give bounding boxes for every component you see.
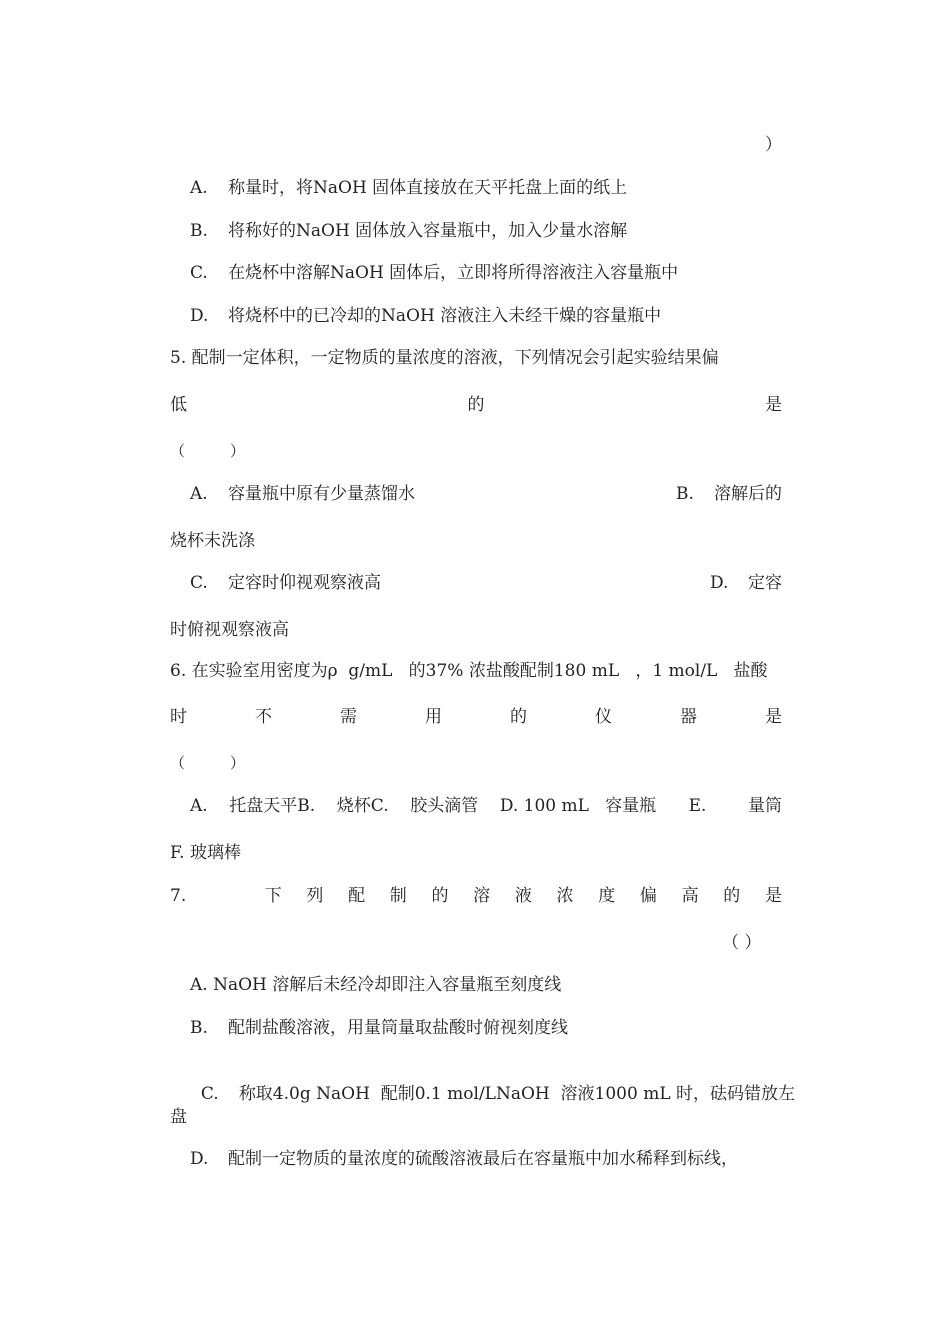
option-label: B. [676,484,694,504]
option-text: 在烧杯中溶解NaOH 固体后，立即将所得溶液注入容量瓶中 [228,263,679,283]
option-label: C. [190,263,208,283]
stem-char: 配 [348,886,366,906]
q7-option-c[interactable] [190,1058,796,1104]
option-label: C. [190,573,208,593]
q4-option-c[interactable] [190,261,782,285]
option-text: 将烧杯中的已冷却的NaOH 溶液注入未经干燥的容量瓶中 [228,306,662,326]
option-label: D. [710,573,729,593]
q5-option-d[interactable] [710,571,782,595]
q6-options-a-to-e[interactable]: A. 托盘天平B. 烧杯C. 胶头滴管 D. 100 mL 容量瓶 E. [190,796,707,816]
option-label: A. [190,484,208,504]
stem-char: 器 [680,707,697,727]
q7-stem [170,884,782,908]
stem-char: 高 [681,886,699,906]
option-text: 配制盐酸溶液，用量筒量取盐酸时俯视刻度线 [228,1018,568,1038]
q5-option-b[interactable] [676,482,782,506]
stem-char: 时 [170,707,187,727]
stem-char: 浓 [556,886,574,906]
q5-stem-line2 [170,393,782,417]
q4-option-a[interactable] [190,176,782,200]
option-text: 称量时，将NaOH 固体直接放在天平托盘上面的纸上 [228,178,628,198]
q6-options-row [190,794,782,818]
q5-option-row-cd [190,571,782,595]
stem-char: 是 [764,886,782,906]
stem-char: 制 [389,886,407,906]
q5-option-c[interactable] [190,571,381,595]
stem-char: 溶 [473,886,491,906]
stem-char: 低 [170,395,187,415]
q6-option-f[interactable]: F. 玻璃棒 [170,843,241,863]
q6-answer-paren: （ ） [170,754,246,772]
option-label: B. [190,1018,208,1038]
q5-option-a[interactable] [190,482,415,506]
stem-char: 是 [765,395,782,415]
stem-char: 的 [510,707,527,727]
q7-option-b[interactable] [190,1016,782,1040]
q6-stem-line1: 6. 在实验室用密度为ρ g/mL 的37% 浓盐酸配制180 mL ，1 mol/L 盐酸 [170,661,768,681]
q5-stem-line1: 5. 配制一定体积，一定物质的量浓度的溶液，下列情况会引起实验结果偏 [170,348,719,368]
q4-option-d[interactable] [190,304,782,328]
stem-char: 用 [425,707,442,727]
stem-char: 偏 [639,886,657,906]
q5-option-b-continued: 烧杯未洗涤 [170,531,255,551]
option-text: 容量瓶中原有少量蒸馏水 [228,484,415,504]
stem-char: 需 [340,707,357,727]
q5-answer-paren: （ ） [170,442,246,460]
q4-closing-paren: ） [765,135,782,155]
stem-char: 度 [598,886,616,906]
q6-option-e-text[interactable]: 量筒 [748,796,782,816]
option-label: A. [190,178,208,198]
stem-char: 下 [264,886,282,906]
q7-option-d[interactable] [190,1147,782,1171]
option-text: 将称好的NaOH 固体放入容量瓶中，加入少量水溶解 [228,221,628,241]
q7-option-a[interactable]: A. NaOH 溶解后未经冷却即注入容量瓶至刻度线 [190,975,562,995]
option-text: 配制一定物质的量浓度的硫酸溶液最后在容量瓶中加水稀释到标线， [228,1149,738,1169]
q7-answer-paren: （ ） [722,933,762,953]
question-number: 7. [170,886,187,906]
stem-char: 仪 [595,707,612,727]
stem-char: 液 [514,886,532,906]
q4-option-b[interactable] [190,219,782,243]
option-text: 定容 [748,573,782,593]
stem-char: 的 [723,886,741,906]
option-label: C. [200,1084,219,1104]
q7-option-c-continued: 盘 [170,1107,187,1127]
stem-char: 列 [306,886,324,906]
option-text: 称取4.0g NaOH 配制0.1 mol/LNaOH 溶液1000 mL 时，砝码错放左 [238,1084,796,1104]
option-label: B. [190,221,208,241]
q5-option-d-continued: 时俯视观察液高 [170,620,289,640]
stem-char: 不 [255,707,272,727]
q5-option-row-ab [190,482,782,506]
stem-char: 是 [765,707,782,727]
q6-stem-line2 [170,705,782,729]
option-label: D. [190,1149,209,1169]
stem-char: 的 [467,395,485,415]
stem-char: 的 [431,886,449,906]
option-text: 定容时仰视观察液高 [228,573,381,593]
option-label: D. [190,306,209,326]
option-text: 溶解后的 [714,484,782,504]
